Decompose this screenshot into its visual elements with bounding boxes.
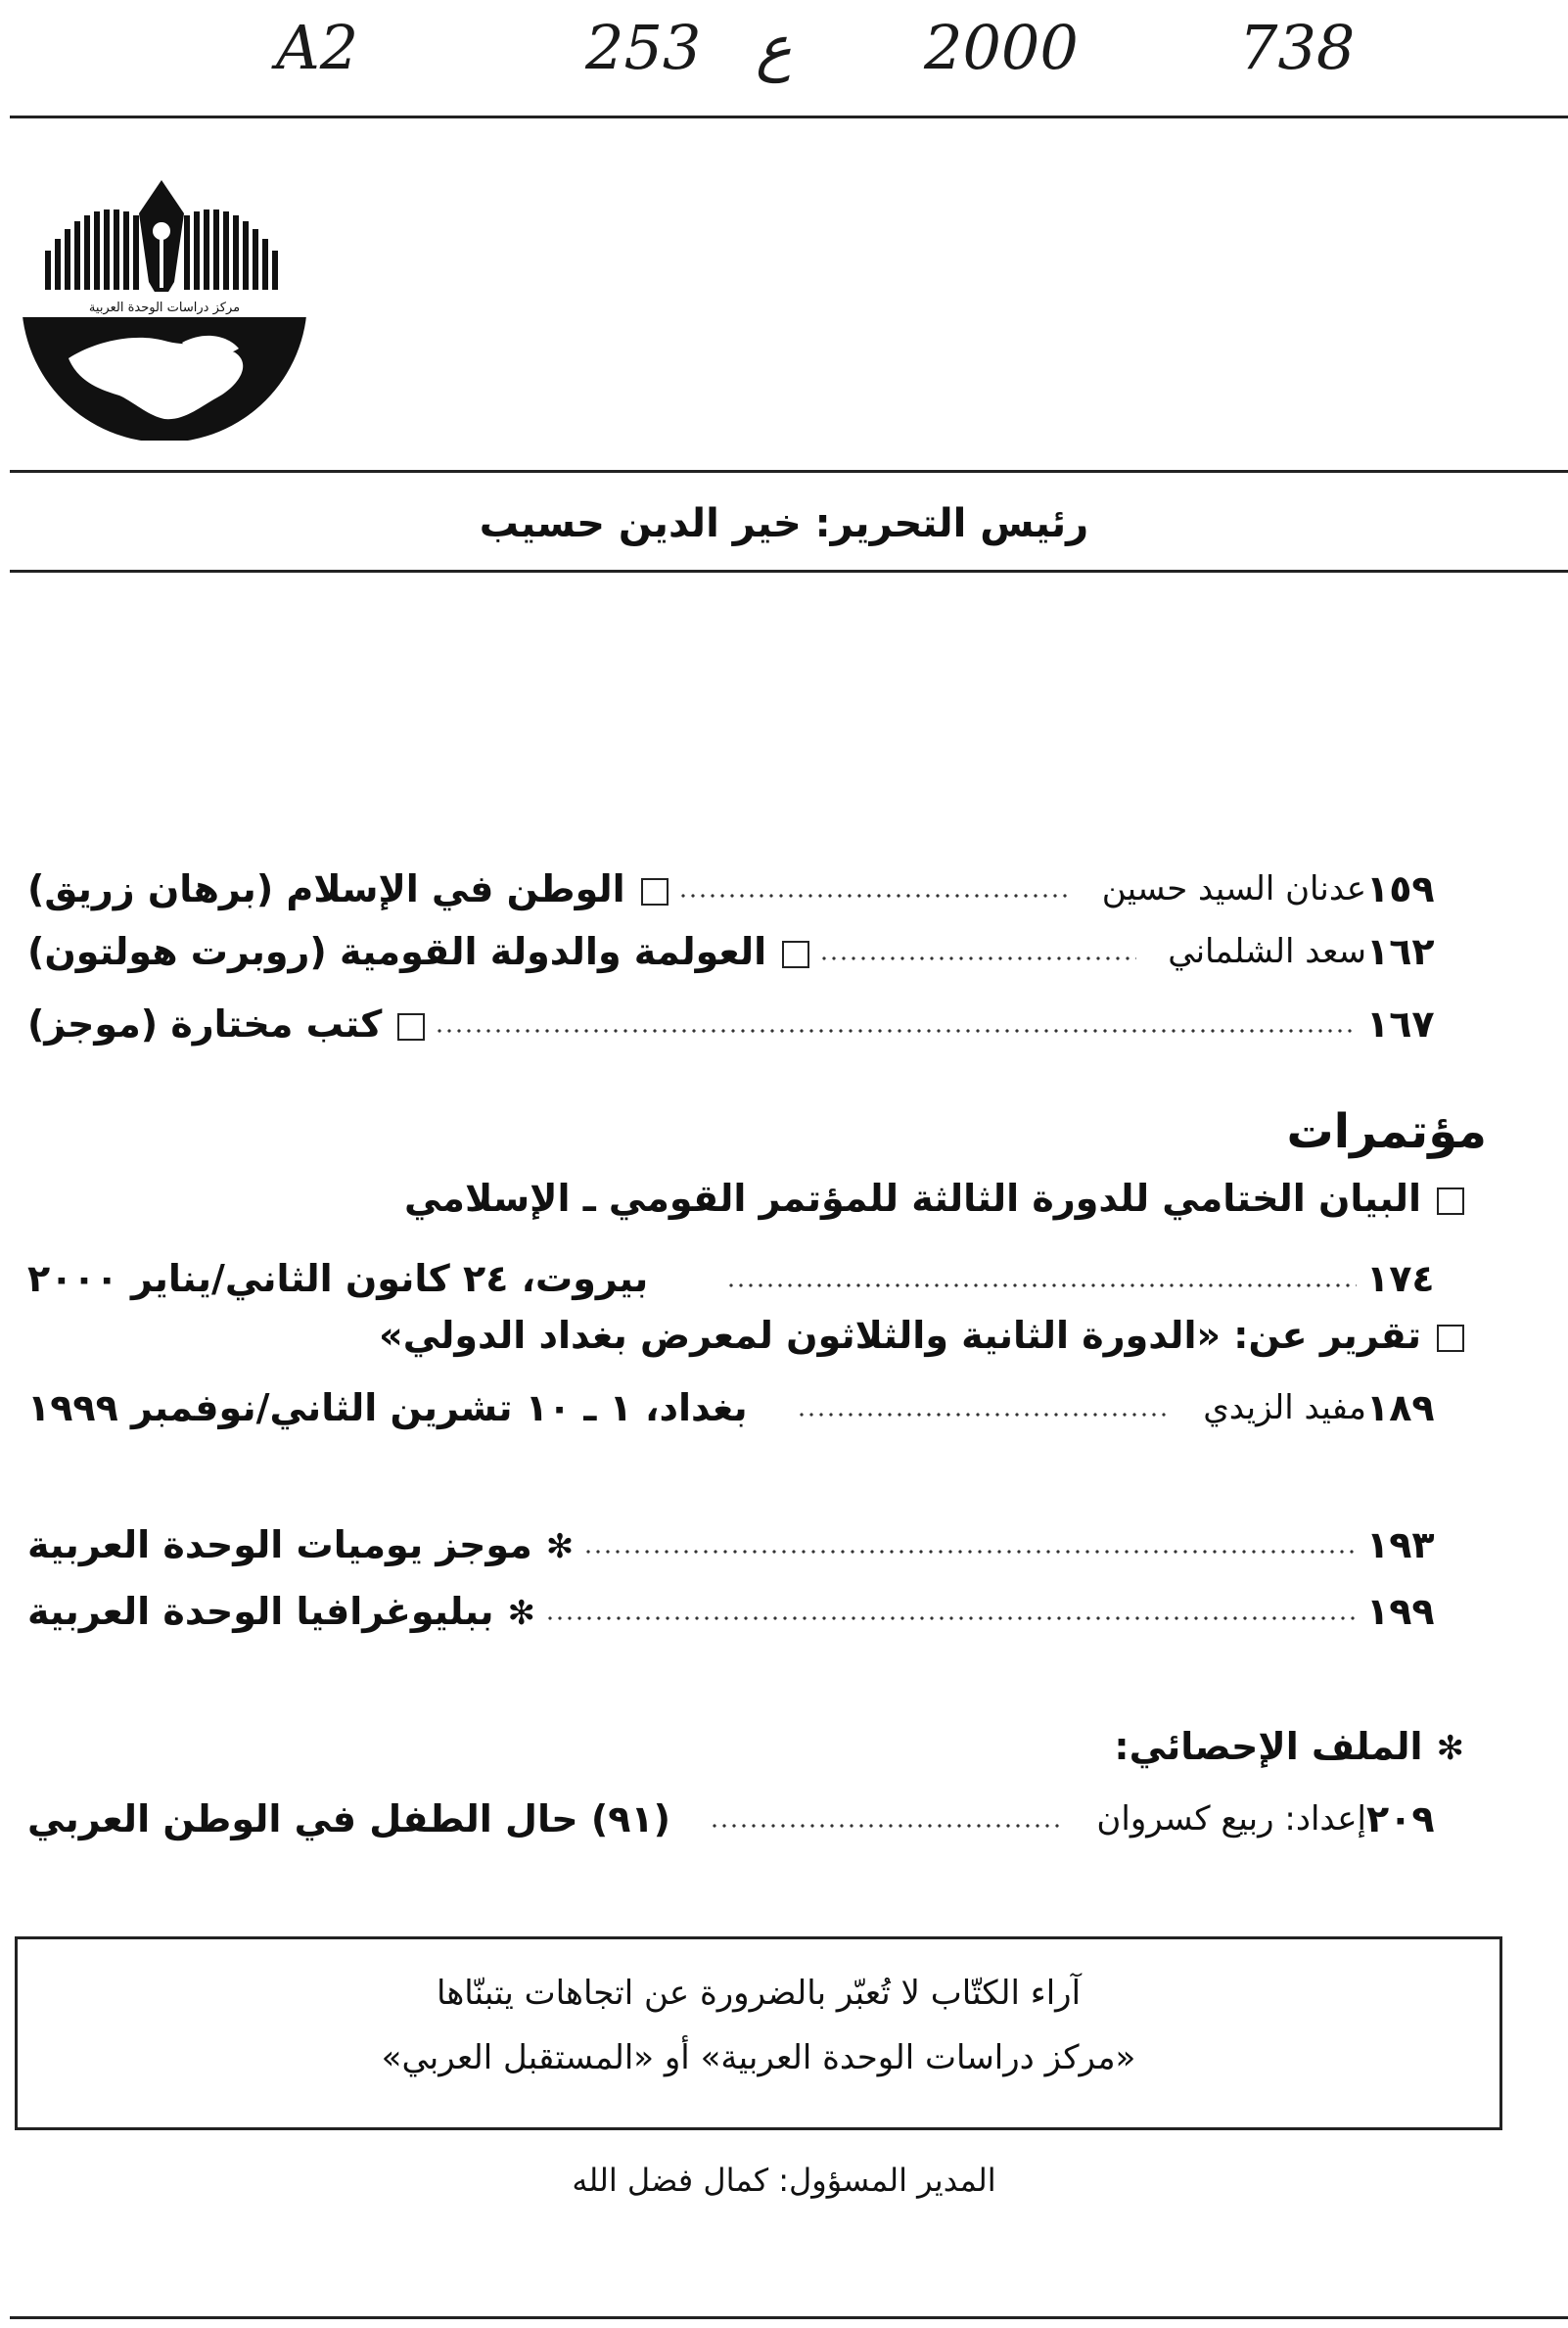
conference-item-title: البيان الختامي للدورة الثالثة للمؤتمر القومي ـ الإسلامي: [404, 1177, 1464, 1220]
dot-leader: [583, 1550, 1357, 1554]
disclaimer-line: «مركز دراسات الوحدة العربية» أو «المستقبل العربي»: [381, 2038, 1136, 2077]
statistical-heading: ✻الملف الإحصائي:: [1114, 1725, 1464, 1768]
page-number: ١٨٩: [1366, 1386, 1435, 1429]
checkbox-icon: [641, 878, 669, 906]
section-title: ببليوغرافيا الوحدة العربية: [27, 1590, 494, 1633]
toc-row: [27, 1584, 1464, 1639]
section-title: موجز يوميات الوحدة العربية: [27, 1523, 532, 1566]
statistical-title: (٩١) حال الطفل في الوطن العربي: [27, 1797, 671, 1840]
conference-date: بيروت، ٢٤ كانون الثاني/يناير ٢٠٠٠: [27, 1257, 649, 1300]
page-number: ١٦٢: [1366, 930, 1435, 973]
page-number: ١٩٩: [1366, 1590, 1435, 1633]
toc-row: [27, 924, 1464, 979]
disclaimer-box: [15, 1936, 1502, 2130]
top-rule: [10, 116, 1568, 118]
handwritten-mark: A2: [276, 12, 359, 83]
dot-leader: [710, 1824, 1065, 1828]
conference-item-title: تقرير عن: «الدورة الثانية والثلاثون لمعرض بغداد الدولي»: [379, 1314, 1464, 1357]
dot-leader: [545, 1616, 1357, 1620]
bottom-rule: [10, 2316, 1568, 2319]
managing-director: المدير المسؤول: كمال فضل الله: [572, 2162, 996, 2199]
svg-text:مركز دراسات الوحدة العربية: مركز دراسات الوحدة العربية: [88, 301, 241, 315]
conferences-heading: مؤتمرات: [1286, 1104, 1487, 1159]
checkbox-icon: [1437, 1187, 1464, 1215]
dot-leader: [435, 1029, 1357, 1033]
entry-author: عدنان السيد حسين: [1101, 869, 1366, 908]
page-number: ١٦٧: [1366, 1002, 1435, 1046]
toc-row: [27, 1517, 1464, 1572]
handwritten-mark: 2000: [924, 12, 1079, 83]
entry-title: الوطن في الإسلام (برهان زريق): [27, 867, 625, 910]
entry-author: مفيد الزيدي: [1203, 1388, 1366, 1427]
conference-date: بغداد، ١ ـ ١٠ تشرين الثاني/نوفمبر ١٩٩٩: [27, 1386, 748, 1429]
asterisk-icon: ✻: [1436, 1729, 1464, 1768]
checkbox-icon: [1437, 1325, 1464, 1352]
asterisk-icon: ✻: [545, 1527, 575, 1566]
page-number: ١٥٩: [1366, 867, 1435, 910]
entry-title: كتب مختارة (موجز): [27, 1002, 383, 1046]
checkbox-icon: [397, 1013, 425, 1041]
checkbox-icon: [782, 941, 809, 968]
handwritten-mark: 253: [585, 12, 702, 83]
center-for-arab-unity-studies-logo: [18, 174, 311, 441]
entry-author: إعداد: ربيع كسروان: [1096, 1799, 1366, 1839]
toc-row: [27, 1792, 1464, 1846]
editor-in-chief: رئيس التحرير: خير الدين حسيب: [479, 501, 1089, 546]
handwritten-mark: 738: [1239, 12, 1356, 83]
dot-leader: [819, 956, 1136, 960]
editor-rule: [10, 570, 1568, 573]
handwritten-mark: ع: [756, 12, 792, 83]
entry-author: سعد الشلماني: [1168, 932, 1366, 971]
toc-row: [27, 997, 1464, 1051]
dot-leader: [797, 1413, 1173, 1417]
toc-row: [27, 1380, 1464, 1435]
dot-leader: [726, 1283, 1357, 1287]
toc-row: [27, 861, 1464, 916]
toc-row: [27, 1251, 1464, 1306]
logo-rule: [10, 470, 1568, 473]
page-number: ١٩٣: [1366, 1523, 1435, 1566]
disclaimer-line: آراء الكتّاب لا تُعبّر بالضرورة عن اتجاهات يتبنّاها: [436, 1974, 1082, 2013]
entry-title: العولمة والدولة القومية (روبرت هولتون): [27, 930, 767, 973]
asterisk-icon: ✻: [507, 1594, 535, 1633]
page-number: ١٧٤: [1366, 1257, 1435, 1300]
dot-leader: [678, 894, 1071, 898]
page-number: ٢٠٩: [1366, 1797, 1435, 1840]
